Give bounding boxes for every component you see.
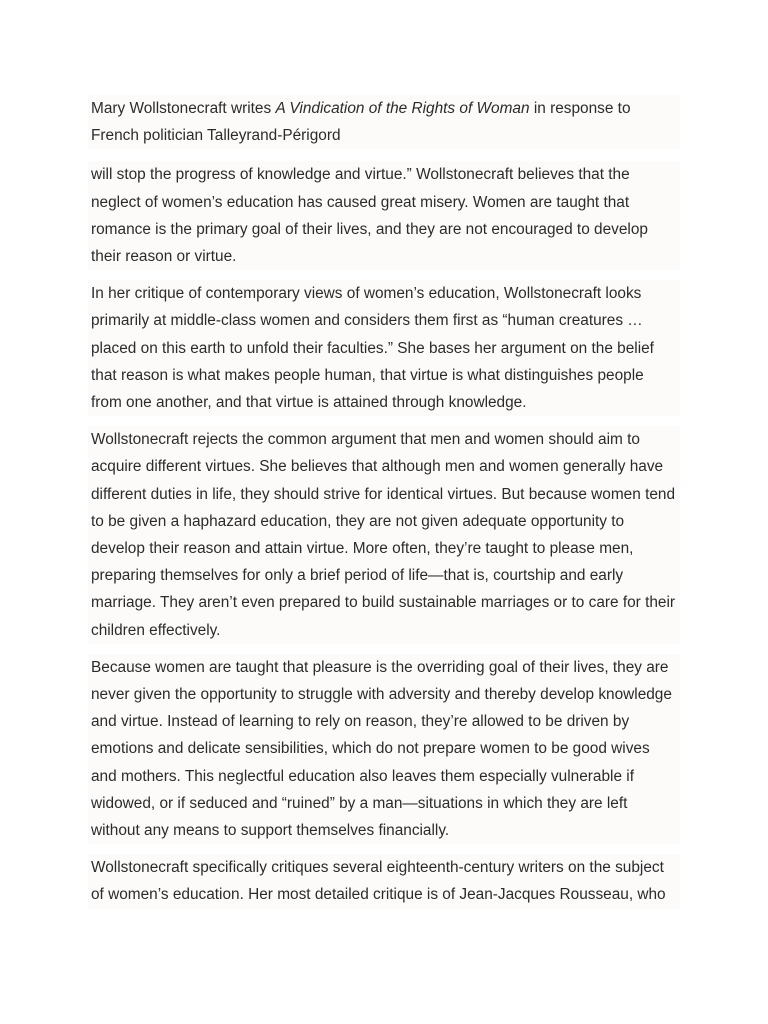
document-page [88, 95, 680, 919]
book-title: A Vindication of the Rights of Woman [275, 100, 530, 117]
heading-suffix: in response to French politician Talleyrand-Périgord [91, 100, 631, 145]
heading-prefix: Mary Wollstonecraft writes [91, 100, 276, 117]
paragraph-5: Wollstonecraft specifically critiques several eighteenth-century writers on the subject of women’s education. Her most detailed critique is of Jean-Jacques Rousseau, who [88, 854, 680, 908]
paragraph-3: Wollstonecraft rejects the common argument that men and women should aim to acquire different virtues. She believes that although men and women generally have different duties in life, they should strive for identical virtues. But because women tend to be given a haphazard education, they are not given adequate opportunity to develop their reason and attain virtue. More often, they’re taught to please men, preparing themselves for only a brief period of life—that is, courtship and early marriage. They aren’t even prepared to build sustainable marriages or to care for their children effectively. [88, 426, 680, 644]
paragraph-4: Because women are taught that pleasure is the overriding goal of their lives, they are never given the opportunity to struggle with adversity and thereby develop knowledge and virtue. Instead of learning to rely on reason, they’re allowed to be driven by emotions and delicate sensibilities, which do not prepare women to be good wives and mothers. This neglectful education also leaves them especially vulnerable if widowed, or if seduced and “ruined” by a man—situations in which they are left without any means to support themselves financially. [88, 654, 680, 844]
paragraph-1: will stop the progress of knowledge and virtue.” Wollstonecraft believes that the neglect of women’s education has caused great misery. Women are taught that romance is the primary goal of their lives, and they are not encouraged to develop their reason or virtue. [88, 161, 680, 270]
section-heading [88, 95, 680, 149]
paragraph-2: In her critique of contemporary views of women’s education, Wollstonecraft looks primarily at middle-class women and considers them first as “human creatures … placed on this earth to unfold their faculties.” She bases her argument on the belief that reason is what makes people human, that virtue is what distinguishes people from one another, and that virtue is attained through knowledge. [88, 280, 680, 416]
